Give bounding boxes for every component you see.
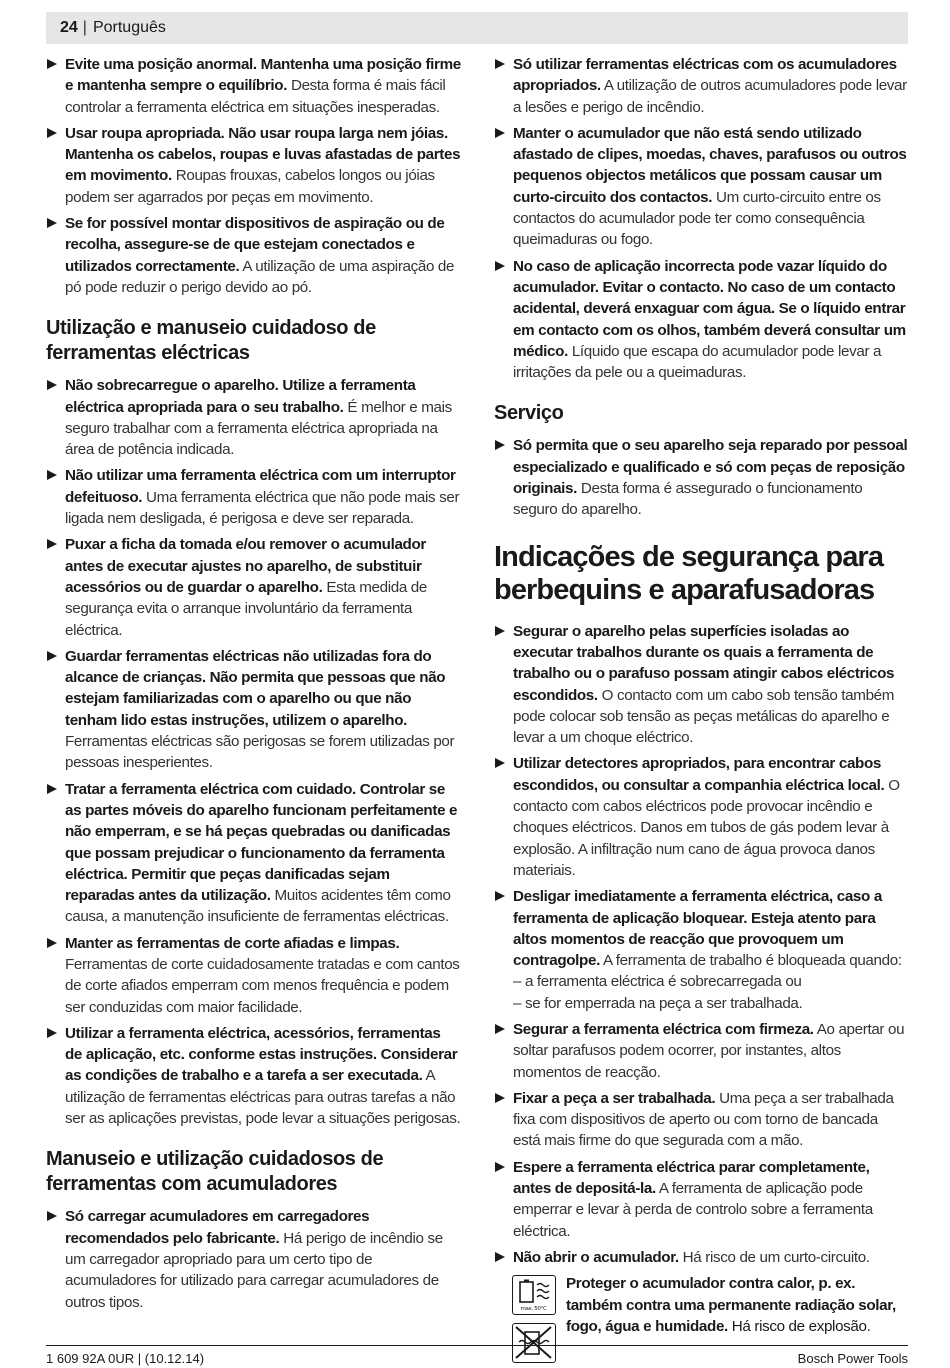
item-text: Há perigo de incêndio se um carregador apropriado para um certo tipo de acumuladores for utilizado para carregar acumuladores de outros tipos. [65, 1229, 443, 1311]
page-number: 24 [60, 19, 78, 36]
arrow-bullet-icon [47, 218, 57, 228]
dash-item: – a ferramenta eléctrica é sobrecarregada ou [513, 973, 802, 991]
list-item [46, 123, 461, 208]
section-title: Serviço [494, 402, 564, 425]
item-text: Ferramentas eléctricas são perigosas se forem utilizadas por pessoas inesperientes. [65, 733, 455, 772]
arrow-bullet-icon [495, 1162, 505, 1172]
list-item [494, 1088, 909, 1152]
battery-heat-warning-graphic [513, 1276, 554, 1313]
list-item [46, 534, 461, 640]
item-text: Uma ferramenta eléctrica que não pode mais ser ligada nem desligada, é perigosa e deve ser reparada. [65, 488, 460, 528]
item-text: Um curto-circuito entre os contactos do acumulador pode ter como consequência queimaduras ou fogo. [513, 188, 881, 249]
list-item [494, 753, 909, 881]
list-item [46, 933, 461, 1018]
arrow-bullet-icon [495, 891, 505, 901]
list-item [494, 54, 909, 118]
list-item [46, 375, 461, 460]
header-separator: | [82, 19, 87, 36]
item-bold-text: Se for possível montar dispositivos de aspiração ou de recolha, assegure-se de que estejam conectados e utilizados correctamente. [65, 215, 445, 275]
list-item [494, 621, 909, 749]
item-bold-text: Fixar a peça a ser trabalhada. [513, 1089, 716, 1107]
right-column [494, 54, 909, 1363]
arrow-bullet-icon [495, 261, 505, 271]
item-bold-text: Segurar a ferramenta eléctrica com firmeza. [513, 1020, 814, 1038]
battery-heat-warning-icon [512, 1275, 556, 1315]
item-bold-text: Manter o acumulador que não está sendo utilizado afastado de clipes, moedas, chaves, parafusos ou outros pequenos objectos metálicos que possam causar um curto-circuito dos contactos. [513, 124, 907, 206]
item-text: Roupas frouxas, cabelos longos ou jóias podem ser agarrados por peças em movimento. [65, 167, 435, 206]
list-item [46, 465, 461, 529]
arrow-bullet-icon [495, 128, 505, 138]
arrow-bullet-icon [47, 59, 57, 69]
item-bold-text: Não sobrecarregue o aparelho. Utilize a ferramenta eléctrica apropriada para o seu trabalho. [65, 377, 416, 416]
item-bold-text: Só utilizar ferramentas eléctricas com os acumuladores apropriados. [513, 56, 897, 95]
list-item [494, 1247, 909, 1268]
list-item [494, 1019, 909, 1083]
item-bold-text: Segurar o aparelho pelas superfícies isoladas ao executar trabalhos durante os quais a ferramenta de trabalho ou o parafuso possam atingir cabos eléctricos escondidos. [513, 622, 895, 704]
heat-waves [537, 1284, 549, 1299]
list-item [494, 1157, 909, 1242]
item-text: A ferramenta de trabalho é bloqueada quando: [599, 952, 902, 970]
item-bold-text: Espere a ferramenta eléctrica parar completamente, antes de depositá-la. [513, 1158, 870, 1198]
list-item [46, 54, 461, 118]
list-item [46, 646, 461, 774]
footer-brand: Bosch Power Tools [797, 1351, 908, 1366]
item-text: A utilização de outros acumuladores pode levar a lesões e perigo de incêndio. [513, 77, 907, 116]
item-text: Há risco de um curto-circuito. [678, 1248, 870, 1266]
list-item [494, 886, 909, 1014]
item-bold-text: Usar roupa apropriada. Não usar roupa larga nem jóias. Mantenha os cabelos, roupas e luvas afastadas de partes em movimento. [65, 124, 461, 185]
battery-shape [520, 1282, 533, 1302]
item-text: O contacto com um cabo sob tensão também pode colocar sob tensão as peças metálicas do aparelho e levar a um choque eléctrico. [513, 686, 895, 747]
item-bold-text: Puxar a ficha da tomada e/ou remover o acumulador antes de executar ajustes no aparelho, de substituir acessórios ou de guardar o aparelho. [65, 536, 426, 596]
dash-item: – se for emperrada na peça a ser trabalhada. [513, 994, 803, 1012]
item-text: A ferramenta de aplicação pode emperrar e levar à perda de controlo sobre a ferramenta eléctrica. [513, 1180, 873, 1240]
arrow-bullet-icon [47, 539, 57, 549]
page-footer [46, 1345, 908, 1368]
arrow-bullet-icon [495, 758, 505, 768]
item-bold-text: Manter as ferramentas de corte afiadas e limpas. [65, 934, 400, 952]
item-bold-text: Guardar ferramentas eléctricas não utilizadas fora do alcance de crianças. Não permita que pessoas que não estejam familiarizadas com o aparelho ou que não tenham lido estas instruções, utilizem o aparelho. [65, 647, 446, 729]
item-bold-text: Proteger o acumulador contra calor, p. ex. também contra uma permanente radiação solar, fogo, água e humidade. [566, 1275, 896, 1335]
list-item [494, 435, 909, 520]
max-temperature-label: max. 50°C [520, 1306, 547, 1313]
item-text: Desta forma é assegurado o funcionamento seguro do aparelho. [513, 480, 863, 519]
battery-terminal [524, 1280, 529, 1283]
item-bold-text: Não utilizar uma ferramenta eléctrica com um interruptor defeituoso. [65, 467, 456, 506]
arrow-bullet-icon [47, 380, 57, 390]
item-text: Desta forma é mais fácil controlar a ferramenta eléctrica em situações inesperadas. [65, 77, 446, 116]
item-bold-text: Utilizar detectores apropriados, para encontrar cabos escondidos, ou consultar a companhia eléctrica local. [513, 755, 885, 794]
list-item [494, 123, 909, 251]
arrow-bullet-icon [47, 938, 57, 948]
list-item [46, 1023, 461, 1129]
item-bold-text: Só permita que o seu aparelho seja reparado por pessoal especializado e qualificado e só com peças de reposição originais. [513, 437, 908, 498]
item-bold-text: Desligar imediatamente a ferramenta eléctrica, caso a ferramenta de aplicação bloquear. Esteja atento para altos momentos de reacção que provoquem um contragolpe. [513, 888, 882, 970]
item-bold-text: Só carregar acumuladores em carregadores recomendados pelo fabricante. [65, 1208, 370, 1247]
item-bold-text: Evite uma posição anormal. Mantenha uma posição firme e mantenha sempre o equilíbrio. [65, 56, 461, 95]
item-text: O contacto com cabos eléctricos pode provocar incêndio e choques eléctricos. Danos em tubos de gás podem levar à explosão. A infiltração num cano de água provoca danos materiais. [513, 776, 900, 879]
arrow-bullet-icon [495, 1093, 505, 1103]
arrow-bullet-icon [495, 1252, 505, 1262]
item-bold-text: No caso de aplicação incorrecta pode vazar líquido do acumulador. Evitar o contacto. No caso de um contacto acidental, deverá enxaguar com água. Se o líquido entrar em contacto com os olhos, também deverá consultar um médico. [513, 257, 906, 360]
arrow-bullet-icon [47, 470, 57, 480]
item-text: Esta medida de segurança evita o arranque involuntário da ferramenta eléctrica. [65, 578, 427, 639]
arrow-bullet-icon [47, 784, 57, 794]
arrow-bullet-icon [495, 1024, 505, 1034]
item-text: É melhor e mais seguro trabalhar com a ferramenta eléctrica apropriada na área de potência indicada. [65, 398, 452, 459]
arrow-bullet-icon [47, 1211, 57, 1221]
list-item [46, 213, 461, 298]
header-language: Português [92, 19, 166, 36]
arrow-bullet-icon [47, 651, 57, 661]
arrow-bullet-icon [47, 128, 57, 138]
arrow-bullet-icon [47, 1028, 57, 1038]
item-text: Ferramentas de corte cuidadosamente tratadas e com cantos de corte afiados emperram com menos frequência e podem ser conduzidas com maior facilidade. [65, 955, 460, 1016]
item-text: Ao apertar ou soltar parafusos podem ocorrer, por instantes, altos momentos de reacção. [513, 1020, 905, 1081]
arrow-bullet-icon [495, 440, 505, 450]
item-bold-text: Utilizar a ferramenta eléctrica, acessórios, ferramentas de aplicação, etc. conforme estas instruções. Considerar as condições de trabalho e a tarefa a ser executada. [65, 1024, 458, 1085]
footer-document-code: 1 609 92A 0UR | (10.12.14) [46, 1351, 205, 1366]
item-bold-text: Tratar a ferramenta eléctrica com cuidado. Controlar se as partes móveis do aparelho funcionam perfeitamente e não emperram, e se há peças quebradas ou danificadas que possam prejudicar o funcionamento da ferramenta eléctrica. Permitir que peças danificadas sejam reparadas antes da utilização. [65, 780, 458, 905]
item-text: A utilização de uma aspiração de pó pode reduzir o perigo devido ao pó. [65, 257, 455, 296]
left-column [46, 54, 461, 1318]
item-text: Líquido que escapa do acumulador pode levar a irritações da pele ou a queimaduras. [513, 342, 882, 382]
item-bold-text: Não abrir o acumulador. [513, 1248, 679, 1266]
page-header [46, 12, 908, 44]
arrow-bullet-icon [495, 626, 505, 636]
arrow-bullet-icon [495, 59, 505, 69]
list-item [46, 779, 461, 928]
section-title: Manuseio e utilização cuidadosos de ferramentas com acumuladores [46, 1148, 384, 1196]
item-text: Há risco de explosão. [727, 1317, 871, 1335]
main-section-title: Indicações de segurança para berbequins e aparafusadoras [494, 540, 884, 606]
list-item [494, 256, 909, 384]
list-item [46, 1206, 461, 1312]
item-text: A utilização de ferramentas eléctricas para outras tarefas a não ser as aplicações previstas, pode levar a situações perigosas. [65, 1067, 461, 1128]
section-title: Utilização e manuseio cuidadoso de ferramentas eléctricas [46, 317, 376, 365]
item-text: Muitos acidentes têm como causa, a manutenção insuficiente de ferramentas eléctricas. [65, 887, 451, 926]
item-text: Uma peça a ser trabalhada fixa com dispositivos de aperto ou com torno de bancada está mais firme do que segurada com a mão. [513, 1089, 894, 1150]
